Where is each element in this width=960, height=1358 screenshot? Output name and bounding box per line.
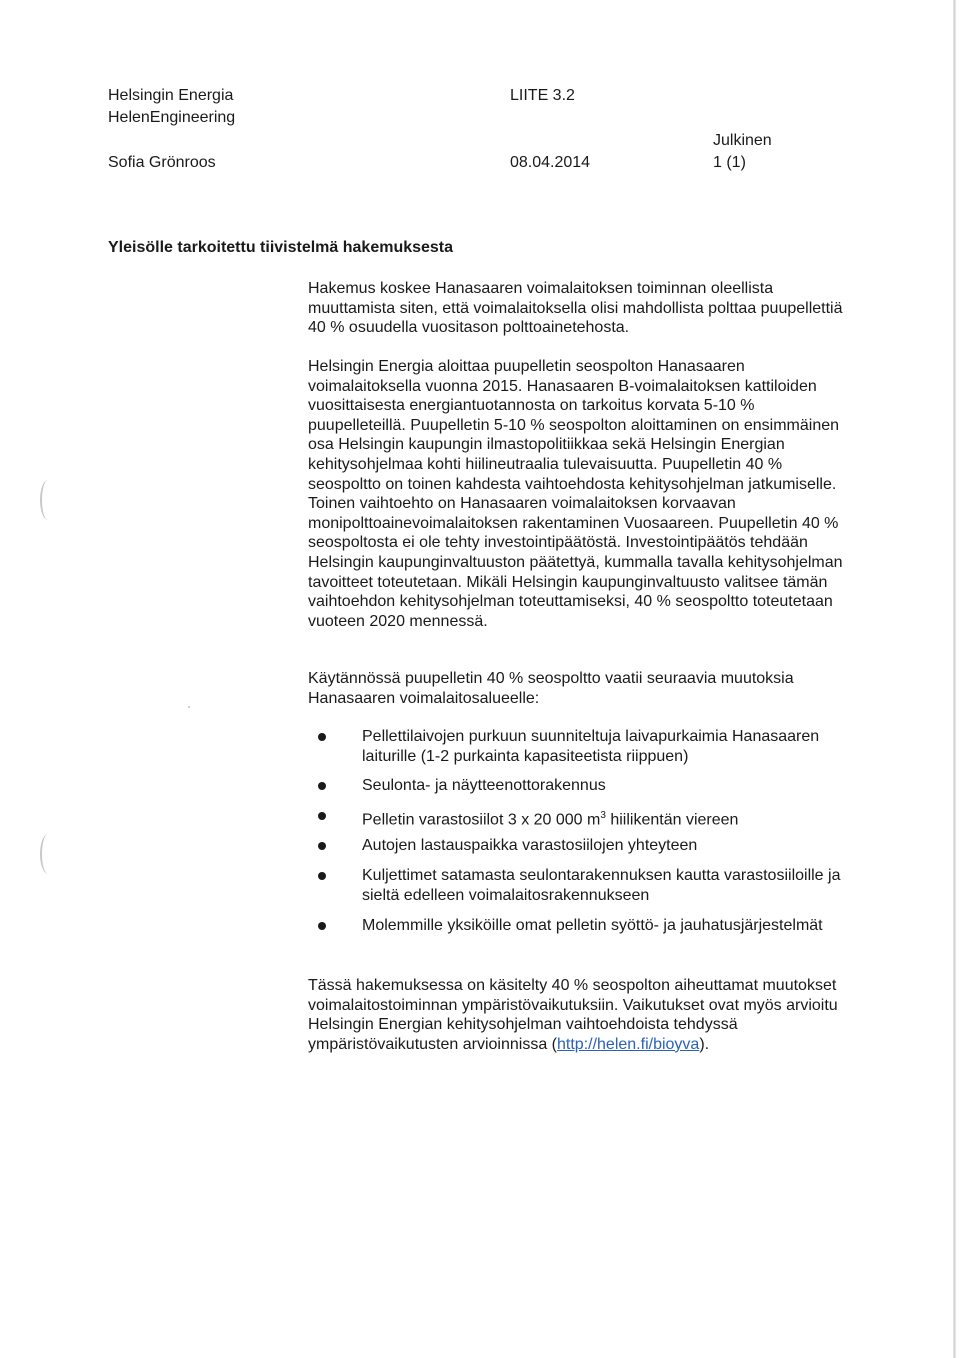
scan-speck: [188, 706, 190, 708]
header-company: Helsingin Energia: [108, 87, 234, 104]
punch-hole-mark-bottom: [40, 834, 56, 874]
list-item: [318, 836, 858, 866]
paragraph-changes-intro-text: Käytännössä puupelletin 40 % seospoltto vaatii seuraavia muutoksia Hanasaaren voimalaitosalueelle:: [308, 670, 794, 707]
list-item-text-start: Pelletin varastosiilot 3 x 20 000 m: [362, 811, 601, 829]
list-item-text: Pellettilaivojen purkuun suunniteltuja laivapurkaimia Hanasaaren laiturille (1-2 purkainta kapasiteetista riippuen): [362, 728, 820, 765]
bioyva-link[interactable]: http://helen.fi/bioyva: [557, 1035, 700, 1053]
document-title: Yleisölle tarkoitettu tiivistelmä hakemuksesta: [108, 239, 454, 256]
list-item-text: Molemmille yksiköille omat pelletin syöttö- ja jauhatusjärjestelmät: [362, 917, 823, 934]
header-classification: Julkinen: [713, 132, 772, 149]
bullet-dot-icon: [318, 842, 326, 850]
paragraph-intro: [308, 279, 853, 338]
list-item: [318, 916, 858, 936]
paragraph-closing-text: [308, 976, 853, 1054]
paragraph-main-text: Helsingin Energia aloittaa puupelletin seospolton Hanasaaren voimalaitoksella vuonna 2015. Hanasaaren B-voimalaitoksen kattiloiden vuosittaisesta energiantuotannosta on tarkoitus korvata 5-10 % puupelleteillä. Puupelletin 5-10 % seospolton aloittaminen on ensimmäinen osa Helsingin kaupungin ilmastopolitiikkaa sekä Helsingin Energian kehitysohjelmaa kohti hiilineutraalia tulevaisuutta. Puupelletin 40 % seospoltto on toinen kahdesta vaihtoehdosta kehitysohjelman jatkumiselle. Toinen vaihtoehto on Hanasaaren voimalaitoksen korvaavan monipolttoainevoimalaitoksen rakentaminen Vuosaareen. Puupelletin 40 % seospoltosta ei ole tehty investointipäätöstä. Investointipäätös tehdään Helsingin kaupunginvaltuuston päätettyä, kummalla tavalla kehitysohjelman tavoitteet toteutetaan. Mikäli Helsingin kaupunginvaltuusto valitsee tämän vaihtoehdon kehitysohjelman toteuttamiseksi, 40 % seospoltto toteutetaan vuoteen 2020 mennessä.: [308, 358, 843, 630]
list-item-text: Kuljettimet satamasta seulontarakennuksen kautta varastosiiloille ja sieltä edelleen voimalaitosrakennukseen: [362, 867, 841, 904]
bullet-dot-icon: [318, 733, 326, 741]
paragraph-changes-intro: [308, 669, 853, 708]
bullet-dot-icon: [318, 782, 326, 790]
list-item-text: Autojen lastauspaikka varastosiilojen yhteyteen: [362, 837, 698, 854]
header-page-number: 1 (1): [713, 154, 746, 171]
header-unit: HelenEngineering: [108, 109, 236, 126]
paragraph-closing-body: Tässä hakemuksessa on käsitelty 40 % seospolton aiheuttamat muutokset voimalaitostoiminnan ympäristövaikutuksiin. Vaikutukset ovat myös arvioitu Helsingin Energian kehitysohjelman vaihtoehdoista tehdyssä ympäristövaikutusten arvioinnissa (: [308, 977, 838, 1053]
list-item-text-end: hiilikentän viereen: [605, 811, 739, 829]
bullet-dot-icon: [318, 812, 326, 820]
list-item-text: Seulonta- ja näytteenottorakennus: [362, 777, 606, 794]
page-edge-shadow: [953, 0, 956, 1358]
bullet-dot-icon: [318, 872, 326, 880]
superscript-cubic: 3: [600, 810, 606, 821]
paragraph-closing-end: ).: [699, 1035, 710, 1053]
list-item: [318, 727, 858, 776]
paragraph-intro-text: Hakemus koskee Hanasaaren voimalaitoksen toiminnan oleellista muuttamista siten, että voimalaitoksella olisi mahdollista polttaa puupellettiä 40 % osuudella vuositason polttoainetehosta.: [308, 280, 843, 337]
header-author: Sofia Grönroos: [108, 154, 216, 171]
header-date: 08.04.2014: [510, 154, 591, 171]
paragraph-main: [308, 357, 853, 631]
bullet-dot-icon: [318, 922, 326, 930]
header-attachment: LIITE 3.2: [510, 87, 575, 104]
paragraph-closing: [308, 976, 853, 1054]
list-item: [318, 776, 858, 806]
list-item: [318, 806, 858, 836]
punch-hole-mark-top: [40, 480, 56, 520]
list-item: [318, 866, 858, 916]
changes-bullet-list: [318, 727, 858, 936]
